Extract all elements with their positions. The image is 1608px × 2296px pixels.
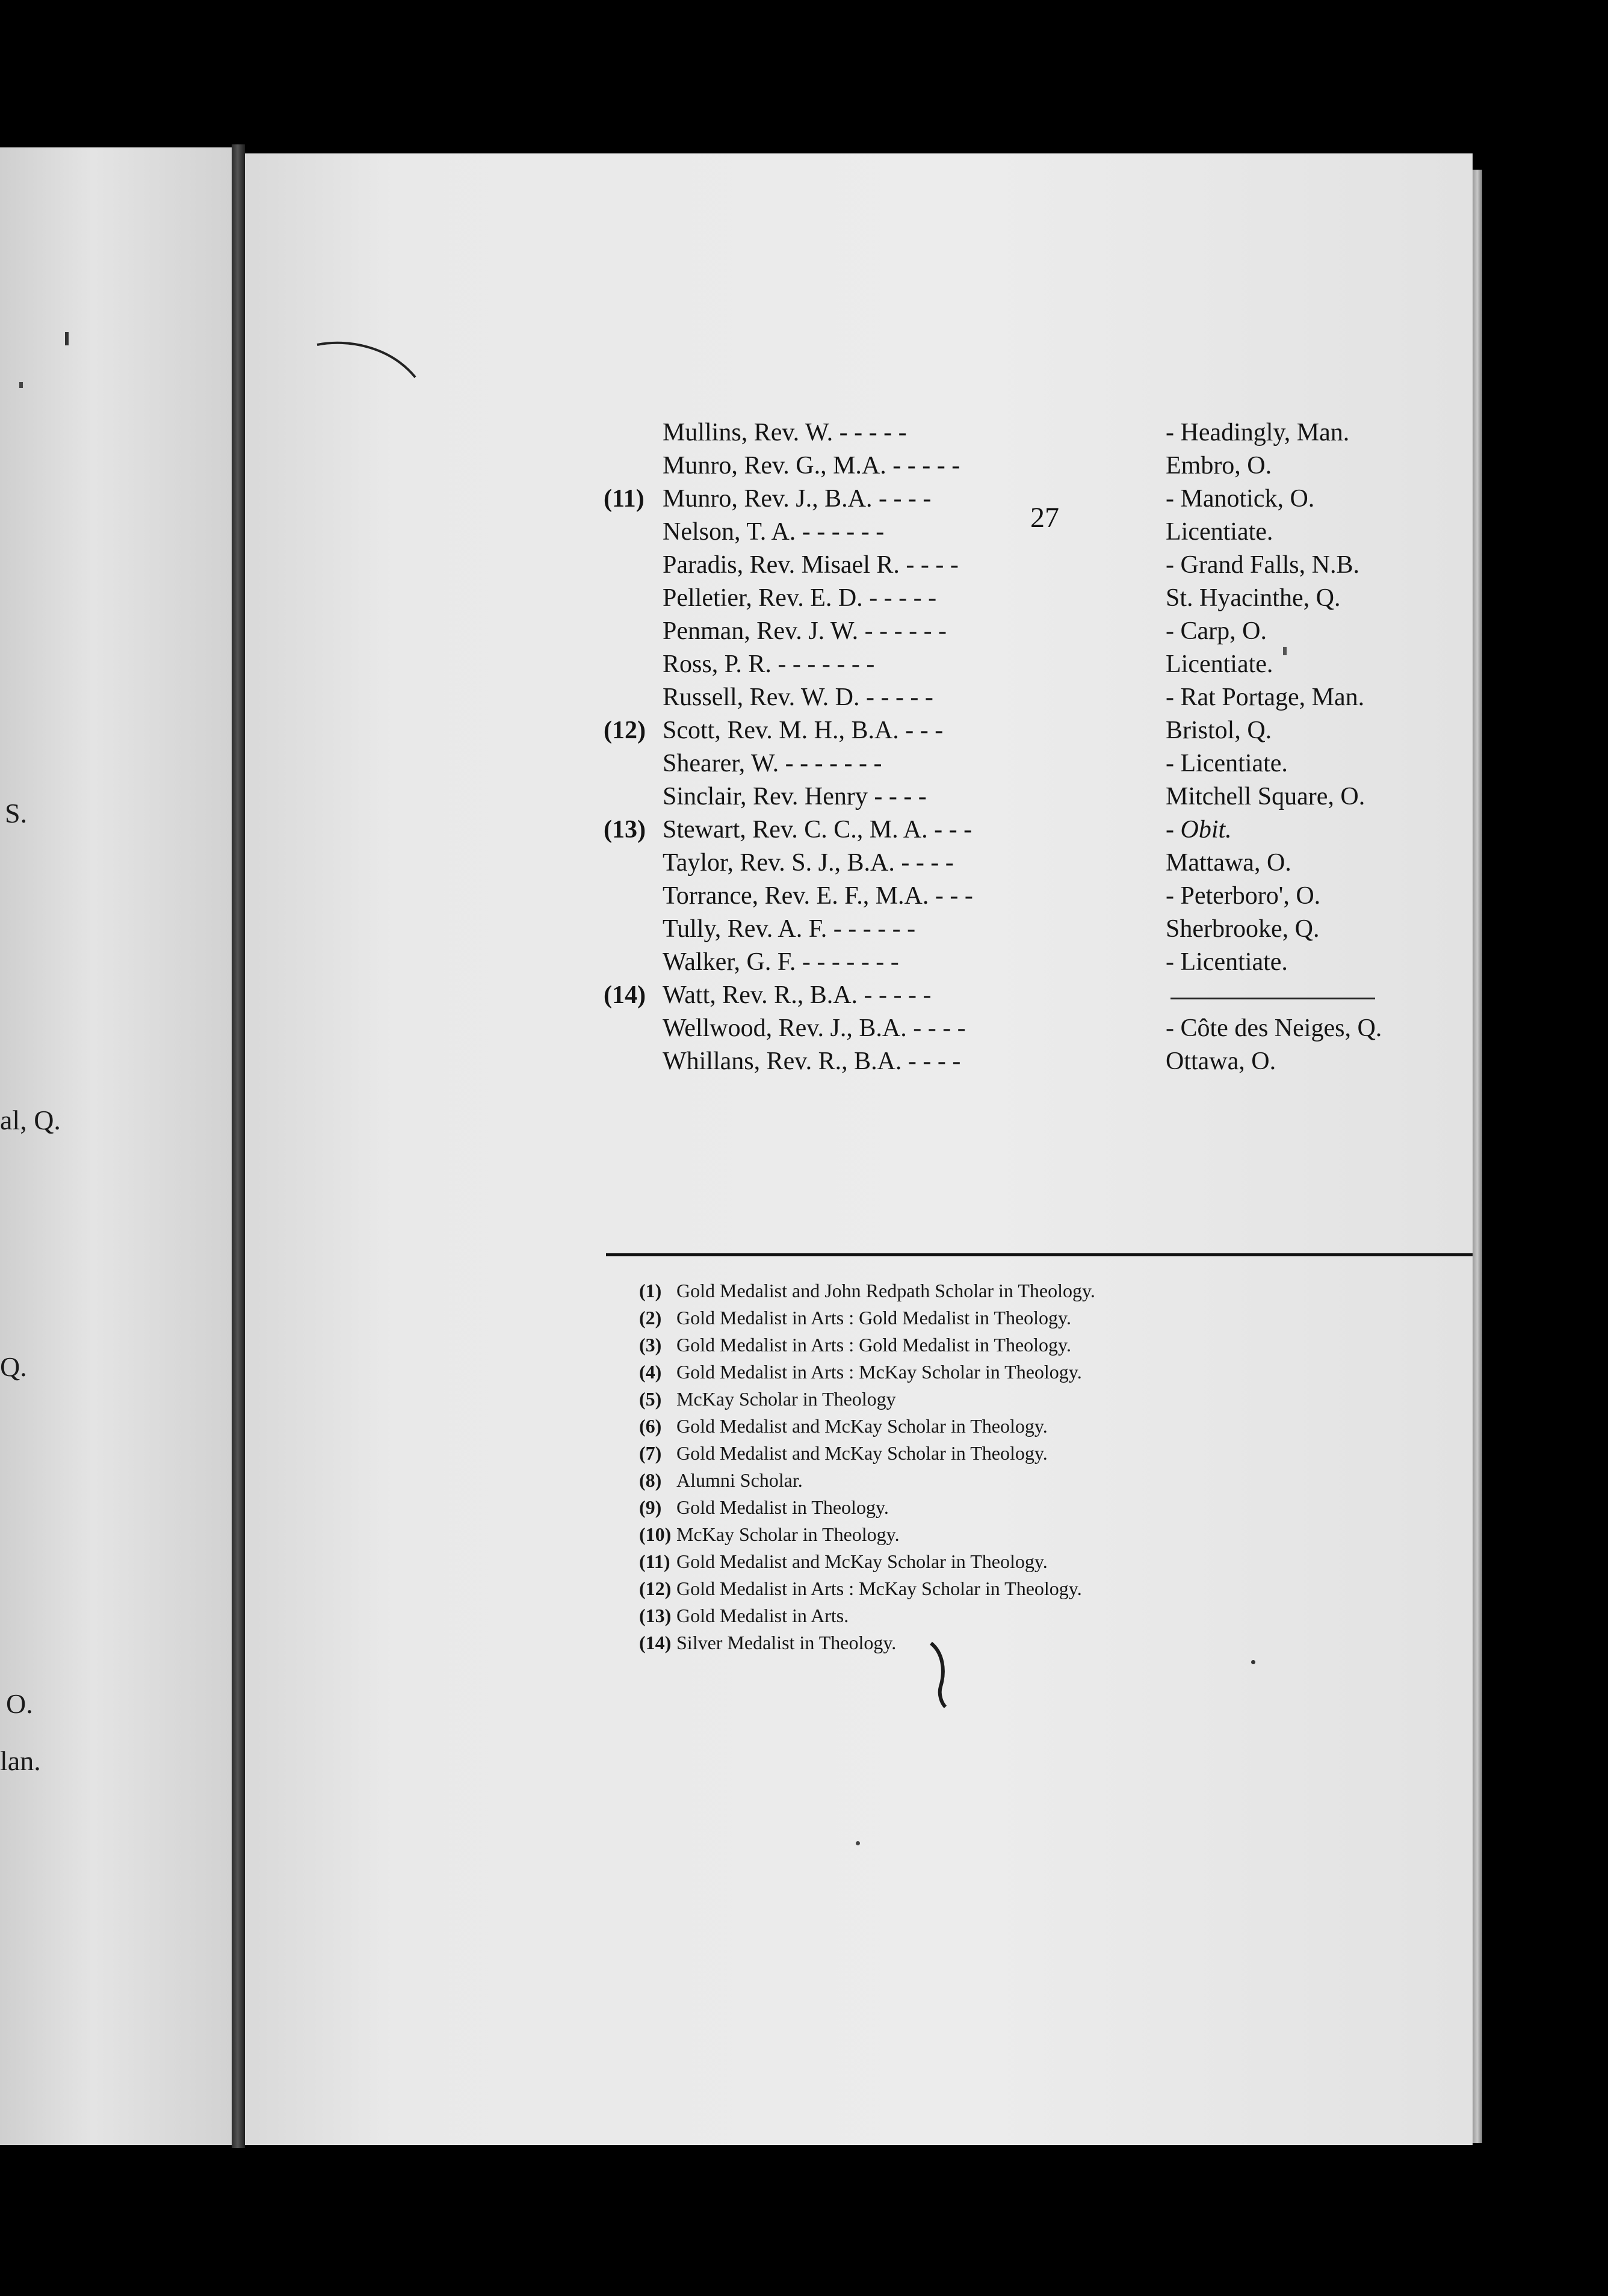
list-entry xyxy=(245,683,1473,717)
entry-leader-dashes: - - - - xyxy=(906,551,959,579)
footnote-number: (6) xyxy=(639,1415,662,1437)
entry-name: Munro, Rev. G., M.A. - - - - - xyxy=(663,452,960,480)
footnote-text: Alumni Scholar. xyxy=(676,1469,803,1491)
entry-leader-dashes: - - - - - xyxy=(864,981,932,1009)
entry-leader-dashes: - - - xyxy=(935,882,973,910)
footnote-item xyxy=(639,1307,1071,1333)
entry-leader-dashes: - - - - xyxy=(874,783,927,810)
footnote-item xyxy=(639,1578,1082,1604)
entry-footnote-ref: (11) xyxy=(604,485,645,513)
entry-place: Licentiate. xyxy=(1166,650,1273,678)
footnote-item xyxy=(639,1280,1095,1306)
entry-leader-dashes: - - - - - - xyxy=(833,915,916,943)
ink-speck xyxy=(19,382,23,388)
entry-leader-dashes: - - - - xyxy=(901,849,954,877)
footnote-text: Gold Medalist in Arts : McKay Scholar in Theology. xyxy=(676,1361,1082,1383)
list-entry xyxy=(245,749,1473,783)
list-entry xyxy=(245,451,1473,485)
entry-place: Embro, O. xyxy=(1166,452,1272,480)
footnote-number: (4) xyxy=(639,1361,662,1383)
list-entry xyxy=(245,418,1473,452)
list-entry xyxy=(245,484,1473,518)
entry-place: - Carp, O. xyxy=(1166,617,1267,645)
footnote-item xyxy=(639,1334,1071,1360)
entry-place: - Manotick, O. xyxy=(1166,485,1315,513)
footnote-item xyxy=(639,1632,896,1658)
entry-leader-dashes: - - - - - - - xyxy=(778,650,875,678)
entry-leader-dashes: - - - - - - - xyxy=(802,948,899,976)
footnote-text: Gold Medalist in Arts : Gold Medalist in Theology. xyxy=(676,1307,1071,1329)
entry-footnote-ref: (12) xyxy=(604,717,646,744)
entry-name: Whillans, Rev. R., B.A. - - - - xyxy=(663,1048,961,1075)
entry-name: Watt, Rev. R., B.A. - - - - - xyxy=(663,981,932,1009)
list-entry xyxy=(245,881,1473,915)
pencil-hook-mark xyxy=(925,1640,955,1712)
book-gutter xyxy=(232,144,245,2148)
list-entry xyxy=(245,551,1473,584)
entry-footnote-ref: (14) xyxy=(604,981,646,1009)
entry-name: Scott, Rev. M. H., B.A. - - - xyxy=(663,717,944,744)
entry-place: - Headingly, Man. xyxy=(1166,419,1350,446)
footnote-text: Silver Medalist in Theology. xyxy=(676,1632,897,1653)
entry-place: Licentiate. xyxy=(1166,518,1273,546)
entry-place: - Rat Portage, Man. xyxy=(1166,684,1365,711)
footnote-item xyxy=(639,1388,896,1415)
entry-leader-dashes: - - - - - xyxy=(865,684,933,711)
facing-page xyxy=(0,147,232,2145)
entry-name: Walker, G. F. - - - - - - - xyxy=(663,948,899,976)
entry-name: Nelson, T. A. - - - - - - xyxy=(663,518,885,546)
entry-name: Paradis, Rev. Misael R. - - - - xyxy=(663,551,959,579)
facing-page-fragment: lan. xyxy=(0,1745,41,1776)
footnote-item xyxy=(639,1523,900,1550)
footnote-number: (2) xyxy=(639,1307,662,1329)
entry-place: St. Hyacinthe, Q. xyxy=(1166,584,1341,612)
entry-name: Pelletier, Rev. E. D. - - - - - xyxy=(663,584,937,612)
list-entry xyxy=(245,948,1473,981)
footnote-number: (11) xyxy=(639,1551,670,1572)
list-entry xyxy=(245,782,1473,816)
entry-name: Russell, Rev. W. D. - - - - - xyxy=(663,684,933,711)
footnote-number: (9) xyxy=(639,1496,662,1518)
entry-name: Shearer, W. - - - - - - - xyxy=(663,750,882,777)
list-entry xyxy=(245,584,1473,617)
entry-place: Mitchell Square, O. xyxy=(1166,783,1365,810)
list-entry xyxy=(245,815,1473,849)
entry-place: - Licentiate. xyxy=(1166,750,1288,777)
entry-name: Wellwood, Rev. J., B.A. - - - - xyxy=(663,1014,966,1042)
entry-place: - Licentiate. xyxy=(1166,948,1288,976)
entry-name: Munro, Rev. J., B.A. - - - - xyxy=(663,485,932,513)
footnote-text: Gold Medalist in Theology. xyxy=(676,1496,889,1518)
entry-leader-dashes: - - - - xyxy=(908,1048,961,1075)
entry-leader-dashes: - - - - - - - xyxy=(785,750,882,777)
list-entry xyxy=(245,848,1473,882)
entry-place: Bristol, Q. xyxy=(1166,717,1272,744)
footnote-number: (10) xyxy=(639,1523,672,1545)
footnote-number: (1) xyxy=(639,1280,662,1301)
footnote-text: Gold Medalist and John Redpath Scholar in Theology. xyxy=(676,1280,1095,1301)
ink-speck xyxy=(856,1841,860,1845)
footnote-text: Gold Medalist in Arts : Gold Medalist in Theology. xyxy=(676,1334,1071,1356)
footnote-item xyxy=(639,1415,1048,1442)
footnote-text: Gold Medalist in Arts. xyxy=(676,1605,849,1626)
footnote-text: Gold Medalist and McKay Scholar in Theology. xyxy=(676,1415,1048,1437)
entry-name: Sinclair, Rev. Henry - - - - xyxy=(663,783,927,810)
entry-leader-dashes: - - - - - xyxy=(869,584,937,612)
facing-page-fragment: Q. xyxy=(0,1351,27,1382)
footnote-item xyxy=(639,1361,1082,1387)
footnote-number: (3) xyxy=(639,1334,662,1356)
document-page xyxy=(245,153,1473,2145)
footnote-text: McKay Scholar in Theology. xyxy=(676,1523,900,1545)
entry-leader-dashes: - - - - - - xyxy=(864,617,947,645)
entry-leader-dashes: - - - xyxy=(905,717,944,744)
footnote-item xyxy=(639,1496,889,1523)
entry-leader-dashes: - - - - - xyxy=(892,452,960,480)
footnote-number: (12) xyxy=(639,1578,672,1599)
entry-place: Mattawa, O. xyxy=(1166,849,1291,877)
footnote-number: (5) xyxy=(639,1388,662,1410)
pen-stroke-mark xyxy=(314,334,422,388)
entry-leader-dashes: - - - - xyxy=(913,1014,966,1042)
entry-leader-dashes: - - - xyxy=(934,816,973,844)
footnote-number: (8) xyxy=(639,1469,662,1491)
page-number: 27 xyxy=(1030,502,1059,534)
footnote-number: (13) xyxy=(639,1605,672,1626)
footnote-item xyxy=(639,1469,803,1496)
list-entry xyxy=(245,981,1473,1014)
entry-name: Torrance, Rev. E. F., M.A. - - - xyxy=(663,882,973,910)
entry-leader-dashes: - - - - - xyxy=(839,419,907,446)
footnote-item xyxy=(639,1605,849,1631)
footnote-text: Gold Medalist in Arts : McKay Scholar in Theology. xyxy=(676,1578,1082,1599)
entry-name: Taylor, Rev. S. J., B.A. - - - - xyxy=(663,849,954,877)
entry-place: Ottawa, O. xyxy=(1166,1048,1276,1075)
blank-place-rule xyxy=(1170,998,1375,999)
entry-place: - Peterboro', O. xyxy=(1166,882,1321,910)
entry-leader-dashes: - - - - - - xyxy=(802,518,885,546)
list-entry xyxy=(245,716,1473,750)
facing-page-fragment: al, Q. xyxy=(0,1105,61,1135)
facing-page-fragment: O. xyxy=(6,1688,33,1719)
entry-name: Stewart, Rev. C. C., M. A. - - - xyxy=(663,816,973,844)
footnote-text: McKay Scholar in Theology xyxy=(676,1388,896,1410)
list-entry xyxy=(245,1047,1473,1081)
page-edge xyxy=(1473,170,1482,2143)
footnote-text: Gold Medalist and McKay Scholar in Theology. xyxy=(676,1442,1048,1464)
footnote-number: (7) xyxy=(639,1442,662,1464)
entry-footnote-ref: (13) xyxy=(604,816,646,844)
list-entry xyxy=(245,915,1473,948)
entry-name: Ross, P. R. - - - - - - - xyxy=(663,650,875,678)
entry-name: Tully, Rev. A. F. - - - - - - xyxy=(663,915,916,943)
footnote-item xyxy=(639,1442,1048,1469)
entry-place: - Grand Falls, N.B. xyxy=(1166,551,1359,579)
list-entry xyxy=(245,517,1473,551)
footnote-item xyxy=(639,1551,1048,1577)
ink-speck xyxy=(1283,647,1287,655)
entry-place: - Obit. xyxy=(1166,816,1232,844)
entry-leader-dashes: - - - - xyxy=(878,485,932,513)
entry-place: - Côte des Neiges, Q. xyxy=(1166,1014,1382,1042)
ink-speck xyxy=(65,332,69,345)
facing-page-fragment: S. xyxy=(5,798,28,829)
list-entry xyxy=(245,650,1473,684)
footnote-text: Gold Medalist and McKay Scholar in Theology. xyxy=(676,1551,1048,1572)
section-divider xyxy=(606,1253,1473,1256)
entry-name: Mullins, Rev. W. - - - - - xyxy=(663,419,907,446)
footnote-number: (14) xyxy=(639,1632,672,1653)
entry-name: Penman, Rev. J. W. - - - - - - xyxy=(663,617,947,645)
entry-place: Sherbrooke, Q. xyxy=(1166,915,1320,943)
list-entry xyxy=(245,617,1473,650)
list-entry xyxy=(245,1014,1473,1048)
ink-speck xyxy=(1251,1660,1255,1664)
